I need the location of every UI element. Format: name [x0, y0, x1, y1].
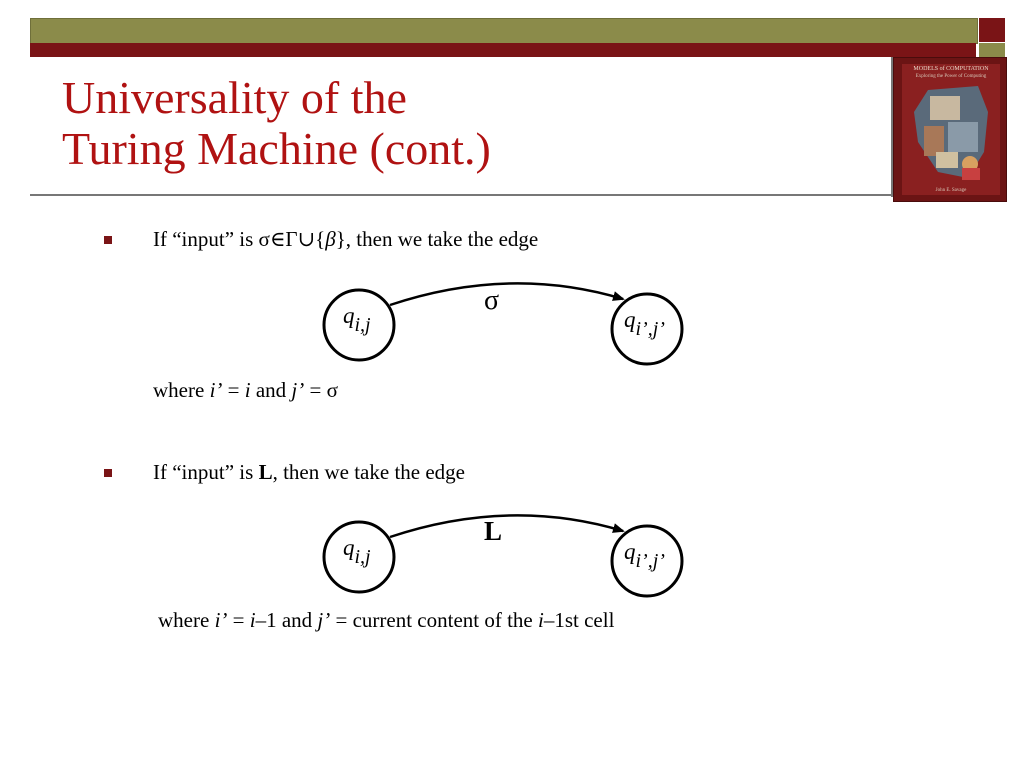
- bullet-2-pre: If “input” is: [153, 460, 259, 484]
- bullet-1-beta: β: [325, 227, 336, 251]
- node-sub-4: i’,j’: [635, 550, 665, 572]
- where-2-a: where: [158, 608, 215, 632]
- book-title: MODELS of COMPUTATION: [913, 66, 989, 72]
- bullet-marker-2: [104, 469, 112, 477]
- node-label-qij: [343, 303, 371, 336]
- node-sub-2: i’,j’: [635, 318, 665, 340]
- node-q-1: q: [343, 303, 355, 328]
- node-label-qi1j1: [624, 307, 665, 340]
- edge-arrow-L: [390, 515, 623, 537]
- where-2-f: j’: [317, 608, 331, 632]
- bullet-text-2: [153, 460, 465, 485]
- where-clause-2: [158, 608, 614, 633]
- book-author: John E. Savage: [935, 188, 967, 193]
- bullet-1-post: }, then we take the edge: [335, 227, 539, 251]
- where-1-f: j’: [291, 378, 305, 402]
- where-1-e: and: [250, 378, 292, 402]
- node-label-qi1j1-2: [624, 539, 665, 572]
- where-1-c: =: [222, 378, 245, 402]
- edge-label-sigma: σ: [484, 285, 500, 316]
- where-2-e: –1 and: [255, 608, 318, 632]
- where-clause-1: [153, 378, 338, 403]
- where-2-d: i: [249, 608, 256, 632]
- where-1-g: = σ: [304, 378, 338, 402]
- node-q-3: q: [343, 535, 355, 560]
- where-2-b: i’: [214, 608, 228, 632]
- bullet-2-bold: L: [258, 460, 273, 484]
- where-1-b: i’: [209, 378, 223, 402]
- title-line-2: Turing Machine (cont.): [62, 123, 491, 174]
- where-2-c: =: [227, 608, 250, 632]
- title-line-1: Universality of the: [62, 72, 407, 123]
- book-subtitle: Exploring the Power of Computing: [915, 74, 987, 79]
- node-label-qij-2: [343, 535, 371, 568]
- node-q-2: q: [624, 307, 636, 332]
- node-q-4: q: [624, 539, 636, 564]
- bullet-1-pre: If “input” is σ∈Γ∪{: [153, 227, 326, 251]
- where-2-i: –1st cell: [543, 608, 615, 632]
- where-2-g: = current content of the: [330, 608, 538, 632]
- edge-label-L: L: [484, 516, 503, 546]
- edge-arrow-sigma: [390, 283, 623, 305]
- node-sub-3: i,j: [354, 546, 371, 568]
- where-1-a: where: [153, 378, 210, 402]
- where-1-d: i: [244, 378, 251, 402]
- bullet-2-post: , then we take the edge: [272, 460, 465, 484]
- node-sub-1: i,j: [354, 314, 371, 336]
- where-2-h: i: [538, 608, 544, 632]
